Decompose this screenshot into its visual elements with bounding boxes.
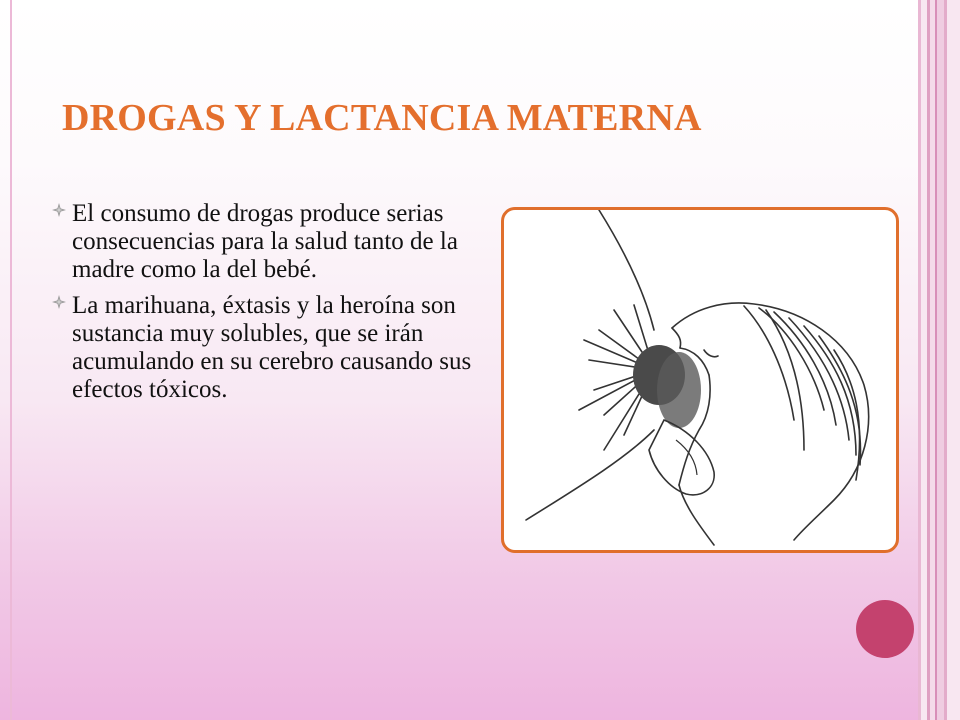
bullet-item xyxy=(52,200,472,284)
four-point-diamond-icon xyxy=(52,295,66,309)
decorative-circle xyxy=(856,600,914,658)
four-point-diamond-icon xyxy=(52,203,66,217)
breastfeeding-sketch xyxy=(504,210,896,550)
bullet-text: La marihuana, éxtasis y la heroína son sustancia muy solubles, que se irán acumulando en su cerebro causando sus efectos tóxicos. xyxy=(72,292,472,403)
left-frame-line xyxy=(10,0,12,720)
slide-title: DROGAS Y LACTANCIA MATERNA xyxy=(62,97,702,139)
bullet-item xyxy=(52,292,472,404)
bullet-list xyxy=(52,200,472,412)
breastfeeding-illustration xyxy=(501,207,899,553)
bullet-text: El consumo de drogas produce serias consecuencias para la salud tanto de la madre como la del bebé. xyxy=(72,200,458,283)
right-decorative-bars xyxy=(916,0,960,720)
